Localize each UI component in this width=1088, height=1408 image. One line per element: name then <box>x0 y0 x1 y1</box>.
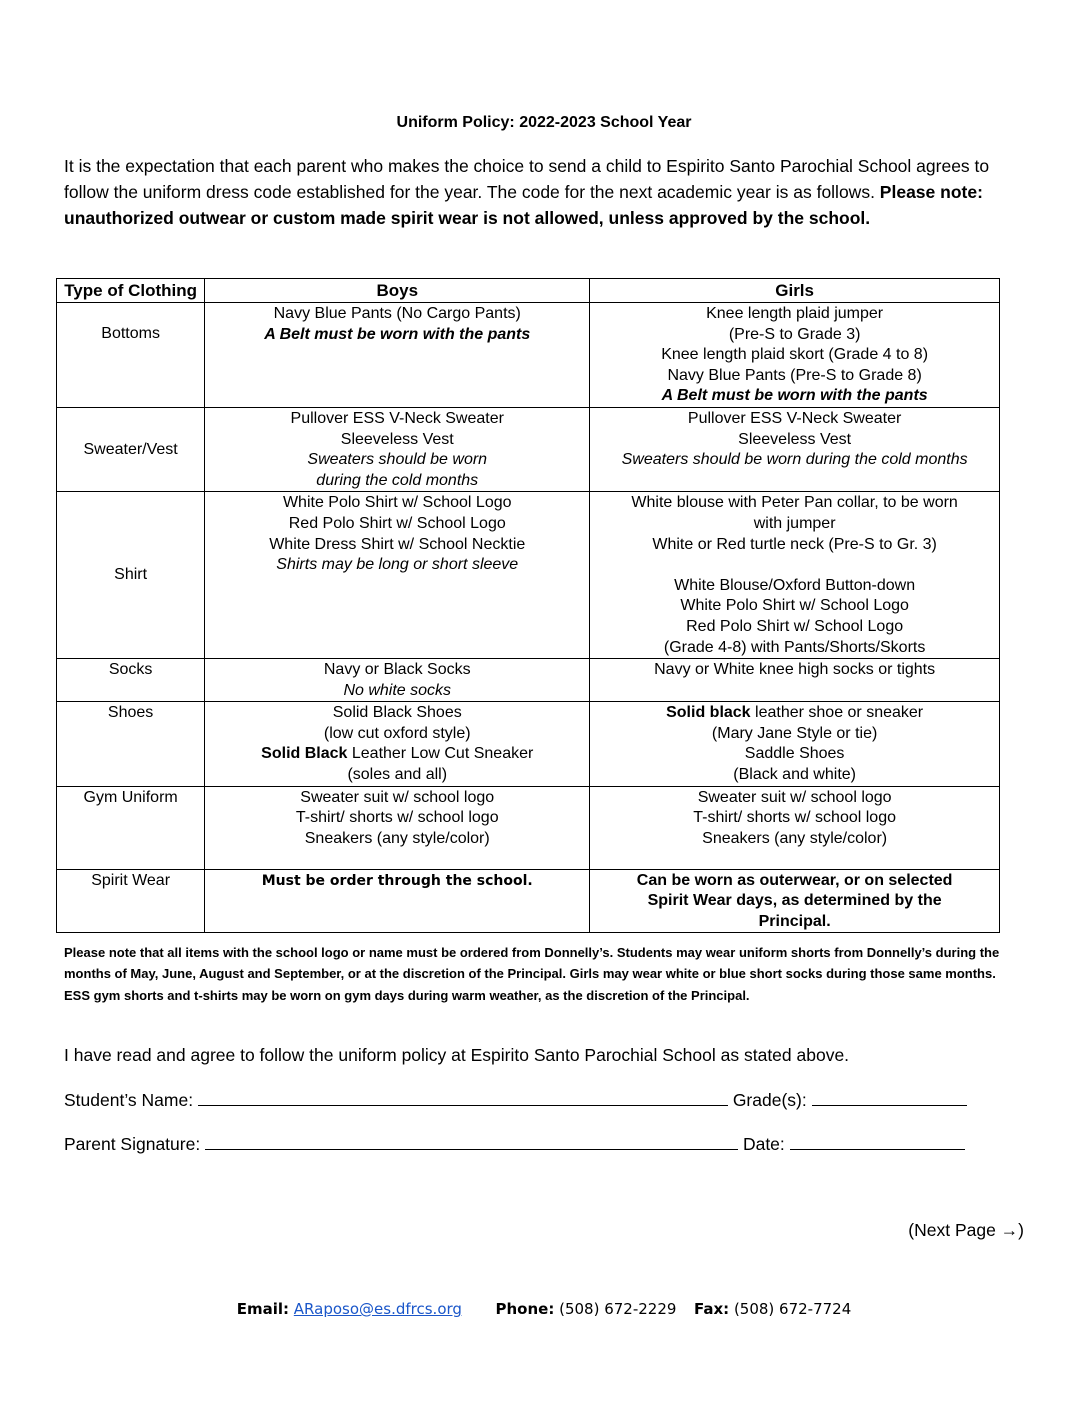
next-page-indicator: (Next Page →) <box>908 1220 1024 1240</box>
table-row <box>57 702 1000 786</box>
boys-cell: Navy Blue Pants (No Cargo Pants) A Belt must be worn with the pants <box>205 303 590 408</box>
table-row <box>57 303 1000 408</box>
footer-contact <box>0 1300 1088 1318</box>
table-row <box>57 869 1000 933</box>
grade-field[interactable] <box>812 1091 967 1106</box>
page-title: Uniform Policy: 2022-2023 School Year <box>396 114 692 131</box>
parent-signature-field[interactable] <box>205 1135 738 1150</box>
girls-cell: Can be worn as outerwear, or on selected Spirit Wear days, as determined by the Principal. <box>590 869 1000 933</box>
girls-cell: White blouse with Peter Pan collar, to be worn with jumper White or Red turtle neck (Pre-S to Gr. 3) White Blouse/Oxford Button-down White Polo Shirt w/ School Logo Red Polo Shirt w/ School Logo (Grade 4-8) with Pants/Shorts/Skorts <box>590 492 1000 659</box>
fax-number: (508) 672-7724 <box>733 1300 852 1318</box>
fax-label: Fax: <box>693 1300 730 1318</box>
email-label: Email: <box>236 1300 290 1318</box>
table-row <box>57 786 1000 869</box>
intro-text: It is the expectation that each parent who makes the choice to send a child to Espirito Santo Parochial School agrees to follow the uniform dress code established for the year. The code for the next academic year is as follows. <box>64 156 990 202</box>
phone-label: Phone: <box>495 1300 555 1318</box>
girls-cell: Navy or White knee high socks or tights <box>590 659 1000 702</box>
boys-cell: Sweater suit w/ school logo T-shirt/ shorts w/ school logo Sneakers (any style/color) <box>205 786 590 869</box>
table-header-row <box>57 279 1000 303</box>
intro-bold-note: Please note: unauthorized outwear or custom made spirit wear is not allowed, unless approved by the school. <box>64 182 983 228</box>
boys-cell: Navy or Black Socks No white socks <box>205 659 590 702</box>
parent-signature-row <box>64 1134 965 1155</box>
row-label: Socks <box>57 659 205 702</box>
boys-cell: Must be order through the school. <box>205 869 590 933</box>
row-label: Gym Uniform <box>57 786 205 869</box>
boys-cell: Solid Black Shoes (low cut oxford style) Solid Black Leather Low Cut Sneaker (soles and all) <box>205 702 590 786</box>
email-link[interactable]: ARaposo@es.dfrcs.org <box>293 1300 462 1318</box>
boys-cell: White Polo Shirt w/ School Logo Red Polo Shirt w/ School Logo White Dress Shirt w/ School Necktie Shirts may be long or short sleeve <box>205 492 590 659</box>
grade-label: Grade(s): <box>732 1090 807 1110</box>
row-label: Spirit Wear <box>57 869 205 933</box>
row-label: Bottoms <box>57 303 205 408</box>
student-name-field[interactable] <box>198 1091 728 1106</box>
date-label: Date: <box>742 1134 785 1154</box>
note-paragraph: Please note that all items with the school logo or name must be ordered from Donnelly’s. Students may wear uniform shorts from Donnelly’s during the months of May, June, August and September, or at the discretion of the Principal. Girls may wear white or blue short socks during those same months. ESS gym shorts and t-shirts may be worn on gym days during warm weather, as the discretion of the Principal. <box>64 945 1000 1003</box>
uniform-table <box>56 278 1000 933</box>
phone-number: (508) 672-2229 <box>559 1300 677 1318</box>
girls-cell: Knee length plaid jumper (Pre-S to Grade 3) Knee length plaid skort (Grade 4 to 8) Navy Blue Pants (Pre-S to Grade 8) A Belt must be worn with the pants <box>590 303 1000 408</box>
row-label: Sweater/Vest <box>57 407 205 491</box>
header-boys: Boys <box>205 279 590 303</box>
parent-signature-label: Parent Signature: <box>64 1134 201 1154</box>
boys-cell: Pullover ESS V-Neck Sweater Sleeveless Vest Sweaters should be worn during the cold months <box>205 407 590 491</box>
header-girls: Girls <box>590 279 1000 303</box>
header-type: Type of Clothing <box>57 279 205 303</box>
intro-paragraph <box>64 153 1029 231</box>
date-field[interactable] <box>790 1135 965 1150</box>
girls-cell: Sweater suit w/ school logo T-shirt/ shorts w/ school logo Sneakers (any style/color) <box>590 786 1000 869</box>
student-name-label: Student’s Name: <box>64 1090 194 1110</box>
table-row <box>57 659 1000 702</box>
row-label: Shirt <box>57 492 205 659</box>
girls-cell: Solid black leather shoe or sneaker (Mary Jane Style or tie) Saddle Shoes (Black and white) <box>590 702 1000 786</box>
girls-cell: Pullover ESS V-Neck Sweater Sleeveless Vest Sweaters should be worn during the cold months <box>590 407 1000 491</box>
student-name-row <box>64 1090 967 1111</box>
table-row <box>57 407 1000 491</box>
table-row <box>57 492 1000 659</box>
agreement-statement: I have read and agree to follow the uniform policy at Espirito Santo Parochial School as stated above. <box>64 1045 850 1065</box>
row-label: Shoes <box>57 702 205 786</box>
